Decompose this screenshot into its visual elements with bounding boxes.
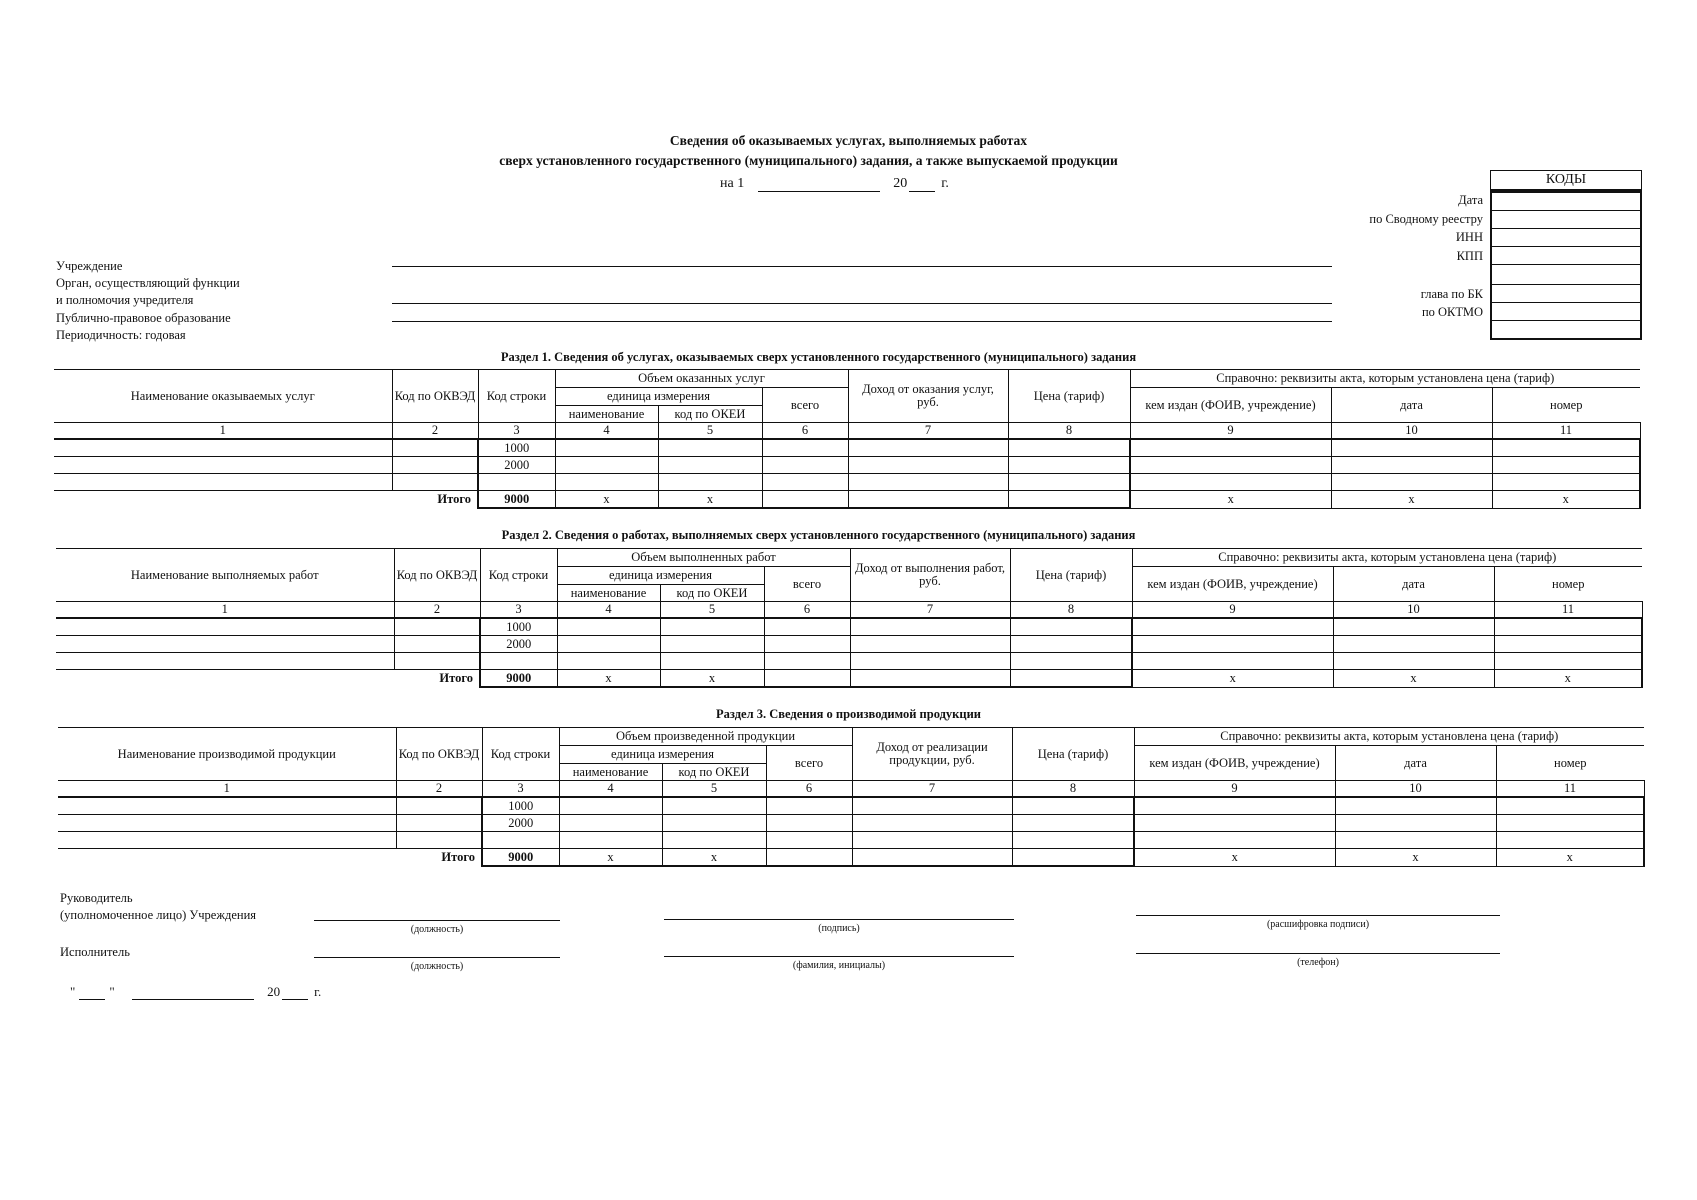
data-cell[interactable] (1335, 815, 1496, 832)
total-code: 9000 (482, 849, 559, 867)
name-header: Наименование оказываемых услуг (54, 370, 392, 423)
head-signature-hint: (подпись) (818, 923, 860, 934)
form-title-line2: сверх установленного государственного (муниципального) задания, а также выпускаемой продукции (499, 153, 1118, 168)
name-cell[interactable] (56, 636, 394, 653)
exec-name-line[interactable] (664, 956, 1014, 957)
data-cell[interactable] (1134, 797, 1335, 815)
section1-title: Раздел 1. Сведения об услугах, оказываемых сверх установленного государственного (муниципального) задания (500, 350, 1137, 364)
data-cell[interactable] (762, 474, 848, 491)
data-cell[interactable] (555, 439, 658, 457)
data-cell[interactable] (559, 815, 662, 832)
form-title-line1: Сведения об оказываемых услугах, выполняемых работах (669, 133, 1028, 148)
data-cell[interactable] (850, 636, 1010, 653)
data-cell[interactable] (762, 439, 848, 457)
section3-table (58, 727, 1645, 867)
data-cell[interactable] (1331, 439, 1492, 457)
total-price-cell[interactable] (1008, 491, 1130, 509)
okved-cell[interactable] (392, 474, 478, 491)
exec-position-line[interactable] (314, 957, 560, 958)
income-header: Доход от реализации продукции, руб. (852, 728, 1012, 781)
data-cell[interactable] (1012, 815, 1134, 832)
line-code-header: Код строки (480, 549, 557, 602)
data-cell[interactable] (764, 618, 850, 636)
quote-open: " (70, 984, 76, 999)
name-cell[interactable] (58, 797, 396, 815)
col-num: 11 (1494, 602, 1642, 619)
col-num: 2 (392, 423, 478, 440)
okved-header: Код по ОКВЭД (394, 549, 480, 602)
data-cell[interactable] (660, 636, 764, 653)
institution-line[interactable] (392, 266, 1332, 267)
col-num: 4 (555, 423, 658, 440)
x-mark: x (662, 849, 766, 867)
data-cell[interactable] (1494, 653, 1642, 670)
issuer-header: кем издан (ФОИВ, учреждение) (1132, 567, 1333, 602)
head-decoding-hint: (расшифровка подписи) (1266, 919, 1370, 930)
x-mark: x (1335, 849, 1496, 867)
data-cell[interactable] (1496, 832, 1644, 849)
report-date-line (720, 176, 949, 192)
okved-cell[interactable] (392, 439, 478, 457)
name-cell[interactable] (58, 815, 396, 832)
col-num: 10 (1331, 423, 1492, 440)
head-label-1: Руководитель (60, 891, 133, 905)
name-cell[interactable] (58, 832, 396, 849)
okved-header: Код по ОКВЭД (392, 370, 478, 423)
data-cell[interactable] (852, 797, 1012, 815)
x-mark: x (1132, 670, 1333, 688)
income-header: Доход от выполнения работ, руб. (850, 549, 1010, 602)
data-cell[interactable] (1496, 815, 1644, 832)
col-num: 8 (1010, 602, 1132, 619)
x-mark: x (555, 491, 658, 509)
x-mark: x (1331, 491, 1492, 509)
exec-phone-hint: (телефон) (1297, 957, 1339, 968)
x-mark: x (658, 491, 762, 509)
code-cell-kpp[interactable] (1492, 247, 1640, 265)
data-cell[interactable] (557, 653, 660, 670)
data-cell[interactable] (1130, 439, 1331, 457)
line-code-cell: 1000 (482, 797, 559, 815)
data-cell[interactable] (557, 636, 660, 653)
col-num: 2 (394, 602, 480, 619)
unit-header: единица измерения (559, 746, 766, 764)
date-blank[interactable] (758, 177, 880, 192)
unit-header: единица измерения (555, 388, 762, 406)
data-cell[interactable] (1492, 457, 1640, 474)
quote-close: " (109, 984, 115, 999)
name-cell[interactable] (56, 653, 394, 670)
data-cell[interactable] (1331, 457, 1492, 474)
data-cell[interactable] (848, 457, 1008, 474)
col-num: 9 (1130, 423, 1331, 440)
col-num: 3 (480, 602, 557, 619)
data-cell[interactable] (1008, 439, 1130, 457)
code-cell-empty[interactable] (1492, 265, 1640, 285)
sign-date (70, 984, 321, 1000)
total-label: Итого (439, 671, 473, 685)
data-cell[interactable] (1333, 618, 1494, 636)
month-blank[interactable] (132, 985, 254, 1000)
public-entity-line[interactable] (392, 321, 1332, 322)
day-blank[interactable] (79, 985, 105, 1000)
line-code-header: Код строки (478, 370, 555, 423)
year-suffix: г. (941, 176, 949, 191)
name-cell[interactable] (54, 439, 392, 457)
x-mark: x (1494, 670, 1642, 688)
col-num: 6 (762, 423, 848, 440)
data-cell[interactable] (1492, 474, 1640, 491)
data-cell[interactable] (658, 439, 762, 457)
total-value-cell[interactable] (762, 491, 848, 509)
unit-name-header: наименование (557, 585, 660, 602)
col-num: 5 (662, 781, 766, 798)
exec-name-hint: (фамилия, инициалы) (792, 960, 886, 971)
head-decoding-line[interactable] (1136, 915, 1500, 916)
codes-block (1490, 170, 1642, 340)
section1-table (54, 369, 1641, 509)
codes-box (1490, 190, 1642, 340)
okved-header: Код по ОКВЭД (396, 728, 482, 781)
col-num: 9 (1134, 781, 1335, 798)
total-header: всего (766, 746, 852, 781)
total-income-cell[interactable] (850, 670, 1010, 688)
number-header: номер (1494, 567, 1642, 602)
okved-cell[interactable] (396, 815, 482, 832)
section2-table (56, 548, 1643, 688)
price-header: Цена (тариф) (1010, 549, 1132, 602)
date-header: дата (1333, 567, 1494, 602)
name-header: Наименование выполняемых работ (56, 549, 394, 602)
line-code-header: Код строки (482, 728, 559, 781)
name-cell[interactable] (56, 618, 394, 636)
okved-cell[interactable] (394, 636, 480, 653)
data-cell[interactable] (764, 636, 850, 653)
code-cell-inn[interactable] (1492, 229, 1640, 247)
data-cell[interactable] (1134, 815, 1335, 832)
total-price-cell[interactable] (1010, 670, 1132, 688)
data-cell[interactable] (1010, 636, 1132, 653)
data-cell[interactable] (1010, 618, 1132, 636)
data-cell[interactable] (1008, 474, 1130, 491)
total-code: 9000 (480, 670, 557, 688)
x-mark: x (1496, 849, 1644, 867)
col-num: 6 (764, 602, 850, 619)
data-cell[interactable] (1132, 653, 1333, 670)
col-num: 1 (56, 602, 394, 619)
code-cell-oktmo[interactable] (1492, 303, 1640, 321)
sign-year-prefix: 20 (267, 984, 281, 999)
name-cell[interactable] (54, 474, 392, 491)
codes-header: КОДЫ (1490, 170, 1642, 190)
col-num: 7 (852, 781, 1012, 798)
col-num: 10 (1335, 781, 1496, 798)
data-cell[interactable] (1494, 636, 1642, 653)
code-cell-registry[interactable] (1492, 211, 1640, 229)
line-code-cell[interactable] (482, 832, 559, 849)
x-mark: x (1492, 491, 1640, 509)
section3-title: Раздел 3. Сведения о производимой продукции (716, 707, 981, 721)
data-cell[interactable] (1333, 636, 1494, 653)
data-cell[interactable] (555, 474, 658, 491)
okved-cell[interactable] (396, 832, 482, 849)
data-cell[interactable] (1335, 797, 1496, 815)
data-cell[interactable] (1008, 457, 1130, 474)
unit-name-header: наименование (559, 764, 662, 781)
col-num: 6 (766, 781, 852, 798)
unit-header: единица измерения (557, 567, 764, 585)
col-num: 1 (54, 423, 392, 440)
code-label-inn: ИНН (1455, 230, 1483, 244)
total-value-cell[interactable] (766, 849, 852, 867)
founder-label-2: и полномочия учредителя (56, 293, 194, 307)
data-cell[interactable] (660, 618, 764, 636)
data-cell[interactable] (852, 832, 1012, 849)
total-code: 9000 (478, 491, 555, 509)
total-spacer (54, 491, 392, 509)
year-prefix: 20 (893, 176, 908, 191)
data-cell[interactable] (848, 439, 1008, 457)
x-mark: x (1134, 849, 1335, 867)
unit-okei-header: код по ОКЕИ (662, 764, 766, 781)
data-cell[interactable] (660, 653, 764, 670)
on-prefix: на 1 (720, 176, 745, 191)
founder-line[interactable] (392, 303, 1332, 304)
x-mark: x (559, 849, 662, 867)
data-cell[interactable] (658, 474, 762, 491)
col-num: 4 (557, 602, 660, 619)
name-header: Наименование производимой продукции (58, 728, 396, 781)
date-header: дата (1331, 388, 1492, 423)
data-cell[interactable] (1010, 653, 1132, 670)
data-cell[interactable] (1496, 797, 1644, 815)
data-cell[interactable] (1132, 618, 1333, 636)
head-label-2: (уполномоченное лицо) Учреждения (60, 908, 257, 922)
col-num: 9 (1132, 602, 1333, 619)
okved-cell[interactable] (394, 653, 480, 670)
total-income-cell[interactable] (848, 491, 1008, 509)
total-price-cell[interactable] (1012, 849, 1134, 867)
data-cell[interactable] (764, 653, 850, 670)
total-label: Итого (441, 850, 475, 864)
ref-header: Справочно: реквизиты акта, которым установлена цена (тариф) (1132, 549, 1642, 567)
periodicity-label: Периодичность: годовая (56, 328, 186, 342)
x-mark: x (660, 670, 764, 688)
date-header: дата (1335, 746, 1496, 781)
line-code-cell: 2000 (482, 815, 559, 832)
volume-header: Объем произведенной продукции (559, 728, 852, 746)
col-num: 2 (396, 781, 482, 798)
col-num: 3 (478, 423, 555, 440)
exec-phone-line[interactable] (1136, 953, 1500, 954)
code-cell-extra[interactable] (1492, 321, 1640, 338)
data-cell[interactable] (766, 797, 852, 815)
col-num: 4 (559, 781, 662, 798)
head-position-hint: (должность) (410, 924, 464, 935)
code-label-date: Дата (1458, 193, 1483, 207)
col-num: 5 (660, 602, 764, 619)
data-cell[interactable] (1333, 653, 1494, 670)
price-header: Цена (тариф) (1012, 728, 1134, 781)
data-cell[interactable] (559, 797, 662, 815)
number-header: номер (1492, 388, 1640, 423)
data-cell[interactable] (766, 815, 852, 832)
data-cell[interactable] (555, 457, 658, 474)
data-cell[interactable] (852, 815, 1012, 832)
code-label-kpp: КПП (1456, 249, 1483, 263)
ref-header: Справочно: реквизиты акта, которым установлена цена (тариф) (1134, 728, 1644, 746)
data-cell[interactable] (658, 457, 762, 474)
section2-title: Раздел 2. Сведения о работах, выполняемых сверх установленного государственного (муниципального) задания (501, 528, 1136, 542)
public-entity-label: Публично-правовое образование (56, 311, 231, 325)
col-num: 1 (58, 781, 396, 798)
code-label-registry: по Сводному реестру (1369, 212, 1483, 226)
total-label: Итого (437, 492, 471, 506)
total-spacer (58, 849, 396, 867)
okved-cell[interactable] (392, 457, 478, 474)
data-cell[interactable] (662, 797, 766, 815)
executor-label: Исполнитель (60, 945, 130, 959)
col-num: 5 (658, 423, 762, 440)
unit-okei-header: код по ОКЕИ (660, 585, 764, 602)
institution-label: Учреждение (56, 259, 123, 273)
total-header: всего (764, 567, 850, 602)
total-header: всего (762, 388, 848, 423)
okved-cell[interactable] (394, 618, 480, 636)
data-cell[interactable] (559, 832, 662, 849)
income-header: Доход от оказания услуг, руб. (848, 370, 1008, 423)
line-code-cell[interactable] (478, 474, 555, 491)
col-num: 7 (850, 602, 1010, 619)
unit-name-header: наименование (555, 406, 658, 423)
head-signature-line[interactable] (664, 919, 1014, 920)
year-blank[interactable] (909, 177, 935, 192)
unit-okei-header: код по ОКЕИ (658, 406, 762, 423)
data-cell[interactable] (1335, 832, 1496, 849)
col-num: 11 (1496, 781, 1644, 798)
data-cell[interactable] (850, 618, 1010, 636)
total-spacer (56, 670, 394, 688)
founder-label-1: Орган, осуществляющий функции (56, 276, 240, 290)
price-header: Цена (тариф) (1008, 370, 1130, 423)
data-cell[interactable] (762, 457, 848, 474)
code-cell-date[interactable] (1492, 193, 1640, 211)
data-cell[interactable] (1134, 832, 1335, 849)
ref-header: Справочно: реквизиты акта, которым установлена цена (тариф) (1130, 370, 1640, 388)
data-cell[interactable] (1132, 636, 1333, 653)
data-cell[interactable] (1012, 797, 1134, 815)
volume-header: Объем выполненных работ (557, 549, 850, 567)
data-cell[interactable] (848, 474, 1008, 491)
head-position-line[interactable] (314, 920, 560, 921)
col-num: 3 (482, 781, 559, 798)
name-cell[interactable] (54, 457, 392, 474)
data-cell[interactable] (557, 618, 660, 636)
col-num: 11 (1492, 423, 1640, 440)
x-mark: x (1130, 491, 1331, 509)
total-income-cell[interactable] (852, 849, 1012, 867)
sign-year-blank[interactable] (282, 985, 308, 1000)
data-cell[interactable] (662, 815, 766, 832)
data-cell[interactable] (1494, 618, 1642, 636)
data-cell[interactable] (850, 653, 1010, 670)
data-cell[interactable] (1331, 474, 1492, 491)
line-code-cell: 2000 (478, 457, 555, 474)
data-cell[interactable] (1492, 439, 1640, 457)
data-cell[interactable] (662, 832, 766, 849)
code-cell-bk[interactable] (1492, 285, 1640, 303)
issuer-header: кем издан (ФОИВ, учреждение) (1134, 746, 1335, 781)
exec-position-hint: (должность) (410, 961, 464, 972)
number-header: номер (1496, 746, 1644, 781)
code-label-oktmo: по ОКТМО (1421, 305, 1483, 319)
okved-cell[interactable] (396, 797, 482, 815)
col-num: 8 (1008, 423, 1130, 440)
code-label-bk: глава по БК (1420, 287, 1483, 301)
data-cell[interactable] (1130, 457, 1331, 474)
line-code-cell[interactable] (480, 653, 557, 670)
col-num: 7 (848, 423, 1008, 440)
data-cell[interactable] (766, 832, 852, 849)
sign-year-suffix: г. (314, 984, 322, 999)
line-code-cell: 2000 (480, 636, 557, 653)
line-code-cell: 1000 (478, 439, 555, 457)
issuer-header: кем издан (ФОИВ, учреждение) (1130, 388, 1331, 423)
col-num: 8 (1012, 781, 1134, 798)
col-num: 10 (1333, 602, 1494, 619)
x-mark: x (557, 670, 660, 688)
data-cell[interactable] (1012, 832, 1134, 849)
line-code-cell: 1000 (480, 618, 557, 636)
total-value-cell[interactable] (764, 670, 850, 688)
x-mark: x (1333, 670, 1494, 688)
data-cell[interactable] (1130, 474, 1331, 491)
volume-header: Объем оказанных услуг (555, 370, 848, 388)
